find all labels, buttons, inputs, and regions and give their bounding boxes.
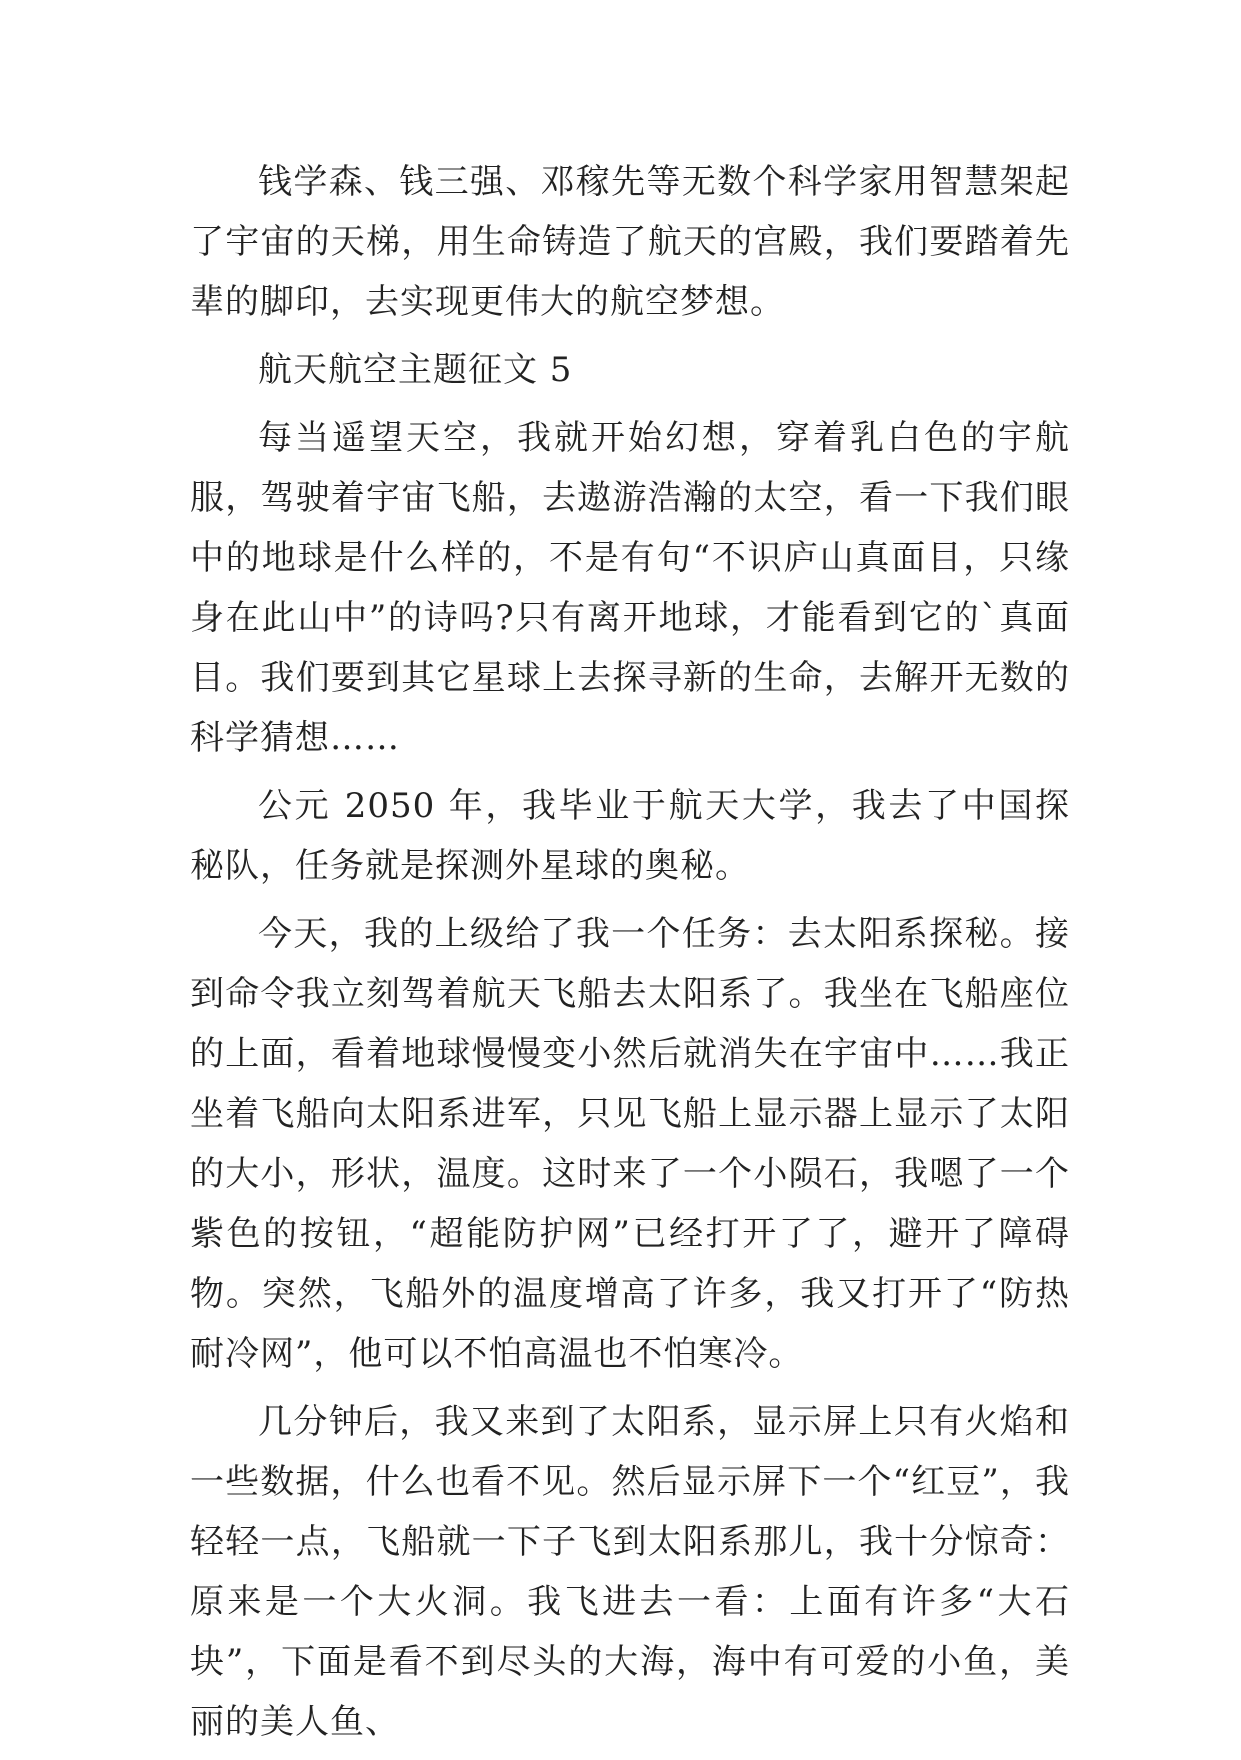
paragraph: 钱学森、钱三强、邓稼先等无数个科学家用智慧架起了宇宙的天梯，用生命铸造了航天的宫殿，我们要踏着先辈的脚印，去实现更伟大的航空梦想。 — [190, 162, 1070, 322]
paragraph: 公元 2050 年，我毕业于航天大学，我去了中国探秘队，任务就是探测外星球的奥秘。 — [190, 786, 1070, 886]
section-heading: 航天航空主题征文 5 — [258, 350, 573, 390]
paragraph: 每当遥望天空，我就开始幻想，穿着乳白色的宇航服，驾驶着宇宙飞船，去遨游浩瀚的太空，看一下我们眼中的地球是什么样的，不是有句“不识庐山真面目，只缘身在此山中”的诗吗?只有离开地球，才能看到它的`真面目。我们要到其它星球上去探寻新的生命，去解开无数的科学猜想…… — [190, 418, 1070, 758]
document-body — [190, 152, 1070, 1760]
paragraph: 今天，我的上级给了我一个任务：去太阳系探秘。接到命令我立刻驾着航天飞船去太阳系了。我坐在飞船座位的上面，看着地球慢慢变小然后就消失在宇宙中……我正坐着飞船向太阳系进军，只见飞船上显示器上显示了太阳的大小，形状，温度。这时来了一个小陨石，我嗯了一个紫色的按钮，“超能防护网”已经打开了了，避开了障碍物。突然，飞船外的温度增高了许多，我又打开了“防热耐冷网”，他可以不怕高温也不怕寒冷。 — [190, 914, 1070, 1374]
paragraph: 几分钟后，我又来到了太阳系，显示屏上只有火焰和一些数据，什么也看不见。然后显示屏下一个“红豆”，我轻轻一点，飞船就一下子飞到太阳系那儿，我十分惊奇：原来是一个大火洞。我飞进去一看：上面有许多“大石块”，下面是看不到尽头的大海，海中有可爱的小鱼，美丽的美人鱼、 — [190, 1402, 1070, 1742]
